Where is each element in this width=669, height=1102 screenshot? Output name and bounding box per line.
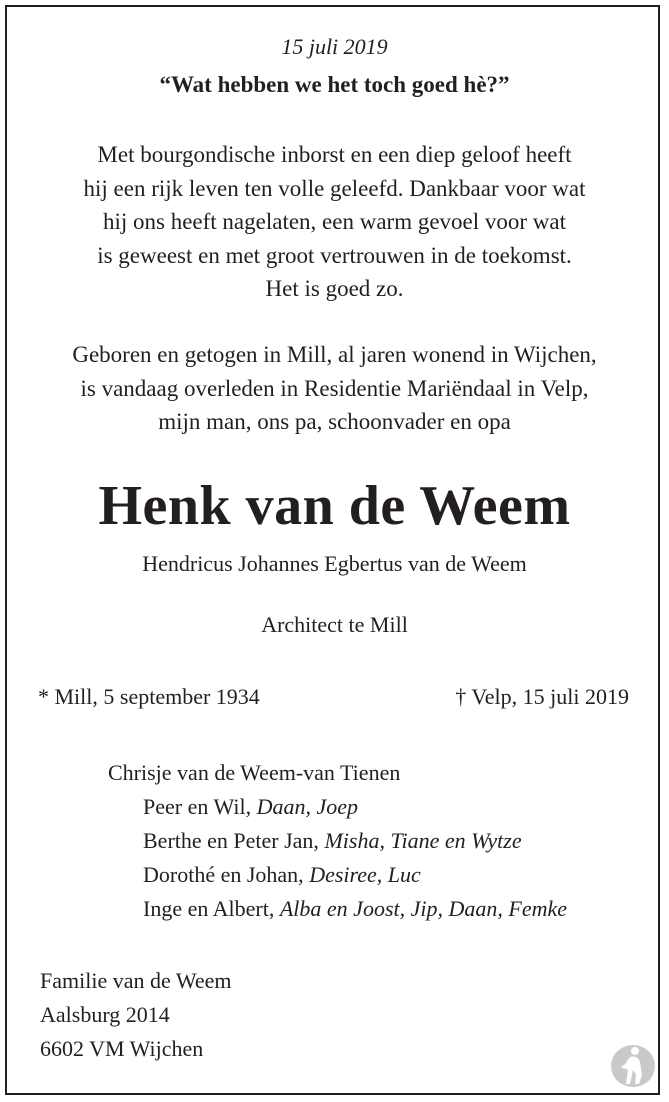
intro-line: Met bourgondische inborst en een diep geloof heeft — [97, 142, 572, 167]
birth-info: * Mill, 5 september 1934 — [38, 684, 260, 709]
correspondence-address — [40, 964, 232, 1066]
memorial-figure-icon — [609, 1040, 657, 1088]
grandchildren: Misha, Tiane en Wytze — [324, 828, 522, 853]
address-street: Aalsburg 2014 — [40, 1002, 170, 1027]
child-couple: Dorothé en Johan, — [143, 862, 310, 887]
intro-line: is geweest en met groot vertrouwen in de toekomst. — [97, 242, 572, 268]
deceased-name: Henk van de Weem — [98, 475, 571, 537]
family-line — [108, 824, 567, 858]
profession: Architect te Mill — [261, 612, 408, 637]
address-family: Familie van de Weem — [40, 968, 232, 993]
intro-line: hij een rijk leven ten volle geleefd. Dankbaar voor wat — [83, 175, 586, 201]
family-line — [108, 892, 567, 926]
child-couple: Inge en Albert, — [143, 896, 280, 921]
intro-line: hij ons heeft nagelaten, een warm gevoel voor wat — [102, 209, 567, 234]
family-line — [108, 858, 567, 892]
announcement-line: Geboren en getogen in Mill, al jaren wonend in Wijchen, — [72, 342, 597, 367]
intro-paragraph — [0, 138, 669, 306]
child-couple: Berthe en Peter Jan, — [143, 828, 325, 853]
spouse-name: Chrisje van de Weem-van Tienen — [108, 760, 401, 785]
child-couple: Peer en Wil, — [143, 794, 257, 819]
announcement-line: mijn man, ons pa, schoonvader en opa — [158, 409, 511, 434]
address-city: 6602 VM Wijchen — [40, 1036, 204, 1061]
notice-date: 15 juli 2019 — [281, 34, 388, 59]
grandchildren: Daan, Joep — [256, 794, 358, 819]
intro-line: Het is goed zo. — [265, 276, 404, 301]
grandchildren: Alba en Joost, Jip, Daan, Femke — [279, 896, 567, 921]
death-info: † Velp, 15 juli 2019 — [455, 684, 629, 709]
deceased-full-name: Hendricus Johannes Egbertus van de Weem — [142, 551, 527, 576]
grandchildren: Desiree, Luc — [309, 862, 421, 887]
family-line — [108, 790, 567, 824]
family-list — [108, 756, 567, 926]
motto: “Wat hebben we het toch goed hè?” — [159, 72, 510, 97]
announcement-paragraph — [0, 338, 669, 439]
announcement-line: is vandaag overleden in Residentie Mariëndaal in Velp, — [80, 375, 589, 401]
